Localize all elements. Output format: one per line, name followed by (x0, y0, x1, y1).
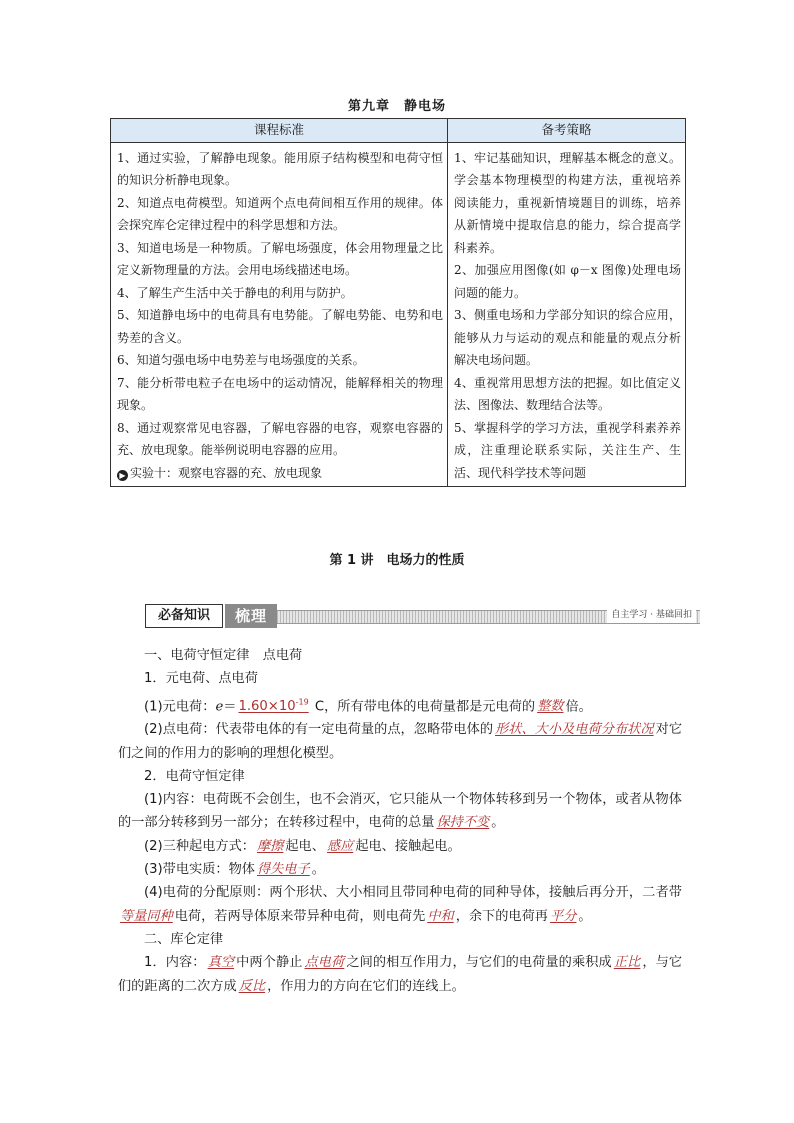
fill-blank: 得失电子 (257, 862, 310, 878)
text: C，所有带电体的电荷量都是元电荷的 (310, 698, 536, 714)
text: 倍。 (565, 698, 592, 714)
standard-item: 7、能分析带电粒子在电场中的运动情况，能解释相关的物理现象。 (117, 375, 443, 412)
paragraph-elementary-charge (118, 691, 682, 719)
strategy-item: 4、重视常用思想方法的把握。如比值定义法、图像法、数理结合法等。 (454, 375, 681, 412)
text: 起电、 (285, 838, 325, 854)
fill-blank (236, 699, 310, 714)
text: (1)元电荷： (144, 698, 216, 714)
fill-blank: 点电荷 (304, 955, 345, 971)
fill-blank: 反比 (238, 978, 266, 994)
text: (2)点电荷：代表带电体的有一定电荷量的点，忽略带电体的 (144, 722, 494, 738)
standards-cell (111, 142, 448, 487)
text: 电荷，若两导体原来带异种电荷，则电荷先 (174, 908, 426, 924)
fill-blank: 摩擦 (257, 838, 284, 854)
fill-blank: 中和 (427, 908, 454, 924)
banner-tag: 自主学习 · 基础回扣 (607, 607, 696, 623)
text: (4)电荷的分配原则：两个形状、大小相同且带同种电荷的同种导体，接触后再分开，二者带 (144, 885, 682, 901)
text: ，作用力的方向在它们的连线上。 (267, 978, 465, 994)
table-header-standards: 课程标准 (111, 119, 448, 143)
fill-value: 1.60×10 (238, 698, 296, 714)
paragraph-charge-distribution (118, 881, 682, 928)
paragraph-charging-methods (118, 835, 682, 858)
banner-label-review: 梳理 (225, 604, 277, 628)
symbol-e: e (215, 698, 224, 714)
paragraph-point-charge (118, 718, 682, 765)
section-banner (145, 604, 700, 628)
strategy-item: 3、侧重电场和力学部分知识的综合应用，能够从力与运动的观点和能量的观点分析解决电场问题。 (454, 308, 681, 367)
standard-item: 5、知道静电场中的电荷具有电势能。了解电势能、电势和电势差的含义。 (117, 308, 443, 345)
heading-coulomb-law: 二、库仑定律 (144, 931, 224, 947)
experiment-icon: ▶ (117, 470, 128, 481)
subheading-elementary-charge: 1．元电荷、点电荷 (144, 671, 258, 687)
fill-blank: 保持不变 (436, 815, 490, 831)
experiment-line (117, 462, 443, 485)
text: (3)带电实质：物体 (144, 862, 255, 878)
standard-item: 6、知道匀强电场中电势差与电场强度的关系。 (117, 353, 365, 367)
paragraph-charging-essence (118, 858, 682, 881)
text: 起电、接触起电。 (355, 838, 461, 854)
lesson-title: 第 1 讲 电场力的性质 (329, 553, 465, 568)
standard-item: 2、知道点电荷模型。知道两个点电荷间相互作用的规律。体会探究库仑定律过程中的科学思想和方法。 (117, 195, 443, 232)
text: 中两个静止 (236, 955, 303, 971)
paragraph-coulomb-content (118, 951, 682, 998)
paragraph-law-content (118, 788, 682, 835)
text: ，余下的电荷再 (455, 908, 548, 924)
text: 。 (311, 862, 325, 878)
standard-item: 8、通过观察常见电容器，了解电容器的电容，观察电容器的充、放电现象。能举例说明电容器的应用。 (117, 420, 443, 457)
strategy-item: 1、牢记基础知识，理解基本概念的意义。学会基本物理模型的构建方法，重视培养阅读能力，重视新情境题目的训练，培养从新情境中提取信息的能力，综合提高学科素养。 (454, 150, 681, 255)
banner-label-essential: 必备知识 (145, 604, 223, 628)
standard-item: 4、了解生产生活中关于静电的利用与防护。 (117, 285, 353, 300)
fill-blank: 整数 (537, 698, 564, 714)
heading-charge-conservation: 一、电荷守恒定律 点电荷 (144, 648, 303, 663)
strategy-cell (448, 142, 686, 487)
text: (1)内容：电荷既不会创生，也不会消灭，它只能从一个物体转移到另一个物体，或者从物体的一部分转移到另一部分；在转移过程中，电荷的总量 (118, 792, 682, 831)
text: (2)三种起电方式： (144, 838, 255, 854)
text: 1．内容： (144, 955, 206, 971)
text: 之间的相互作用力，与它们的电荷量的乘积成 (346, 955, 612, 971)
text: ，与它们的距离的二次方成 (118, 955, 683, 994)
text: 。 (578, 908, 592, 924)
standard-item: 1、通过实验，了解静电现象。能用原子结构模型和电荷守恒的知识分析静电现象。 (117, 150, 443, 187)
experiment-label: 实验十：观察电容器的充、放电现象 (130, 465, 323, 480)
fill-exponent: -19 (295, 697, 309, 707)
fill-blank: 感应 (326, 838, 354, 854)
table-header-strategy: 备考策略 (448, 119, 686, 143)
standard-item: 3、知道电场是一种物质。了解电场强度，体会用物理量之比定义新物理量的方法。会用电场线描述电场。 (117, 240, 443, 277)
strategy-item: 5、掌握科学的学习方法，重视学科素养养成，注重理论联系实际，关注生产、生活、现代科学技术等问题 (454, 420, 681, 480)
fill-blank: 等量同种 (120, 908, 173, 924)
chapter-title: 第九章 静电场 (347, 99, 446, 114)
text: 对它们之间的作用力的影响的理想化模型。 (118, 722, 683, 761)
strategy-item: 2、加强应用图像(如 φ－x 图像)处理电场问题的能力。 (454, 263, 681, 300)
fill-blank: 平分 (550, 908, 577, 924)
subheading-conservation-law: 2．电荷守恒定律 (144, 768, 245, 784)
fill-blank: 真空 (207, 955, 235, 971)
lesson-content (118, 644, 682, 998)
text: ＝ (223, 698, 237, 714)
fill-blank: 正比 (613, 955, 641, 971)
curriculum-table (110, 118, 686, 487)
text: 。 (491, 815, 505, 831)
fill-blank: 形状、大小及电荷分布状况 (495, 722, 654, 738)
